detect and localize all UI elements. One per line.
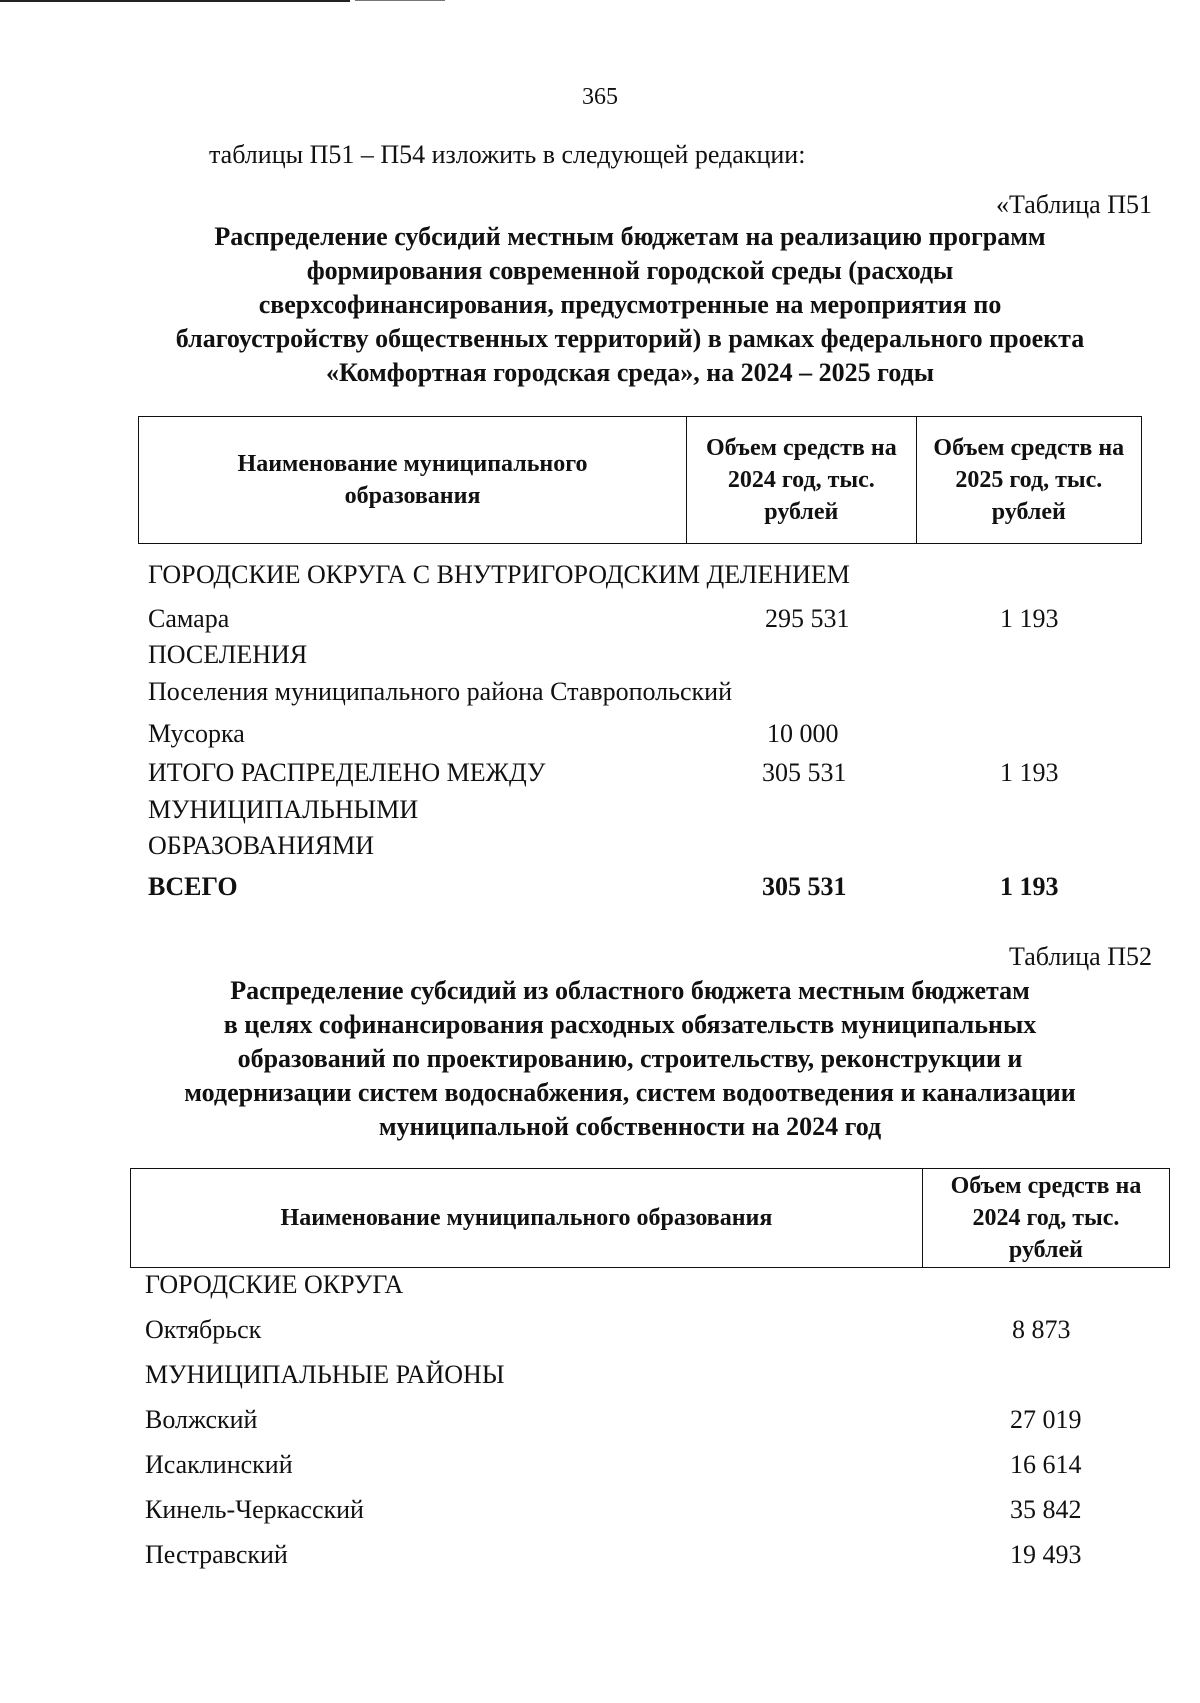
table52-title bbox=[130, 974, 1130, 1144]
table52-row-2024: 8 873 bbox=[1012, 1315, 1071, 1344]
table51-row-2024: 295 531 bbox=[765, 604, 850, 633]
table52-row-name: МУНИЦИПАЛЬНЫЕ РАЙОНЫ bbox=[145, 1360, 505, 1389]
table51-title-line: формирования современной городской среды (расходы bbox=[306, 256, 954, 285]
table52-title-line: в целях софинансирования расходных обязательств муниципальных bbox=[223, 1010, 1037, 1039]
table51-row-2025: 1 193 bbox=[1000, 604, 1059, 633]
table52-title-line: Распределение субсидий из областного бюджета местным бюджетам bbox=[230, 976, 1030, 1005]
table52-row-name: Исаклинский bbox=[145, 1450, 293, 1479]
table52-header bbox=[130, 1168, 1170, 1268]
table51-row-name: Мусорка bbox=[148, 719, 245, 748]
table51-label: «Таблица П51 bbox=[996, 190, 1152, 219]
scan-top-rule bbox=[355, 0, 445, 1]
table51-title-line: «Комфортная городская среда», на 2024 – 2025 годы bbox=[325, 358, 935, 387]
table52-row-2024: 16 614 bbox=[1010, 1450, 1082, 1479]
table52-row-name: Волжский bbox=[145, 1405, 258, 1434]
table51-total-2025: 1 193 bbox=[1000, 872, 1059, 901]
table52-header-2024: Объем средств на 2024 год, тыс. рублей bbox=[922, 1169, 1169, 1268]
table51-row-name: ИТОГО РАСПРЕДЕЛЕНО МЕЖДУ bbox=[148, 758, 546, 787]
table52-title-line: модернизации систем водоснабжения, систем водоотведения и канализации bbox=[184, 1078, 1076, 1107]
table51-row-name: Самара bbox=[148, 604, 230, 633]
page-number: 365 bbox=[582, 84, 618, 110]
table52-row-2024: 35 842 bbox=[1010, 1495, 1082, 1524]
table52-row-2024: 19 493 bbox=[1010, 1540, 1082, 1569]
table51-title-line: сверхсофинансирования, предусмотренные на мероприятия по bbox=[258, 290, 1002, 319]
table51-row-name: ПОСЕЛЕНИЯ bbox=[148, 640, 308, 669]
table52-row-name: Октябрьск bbox=[145, 1315, 262, 1344]
table51-title-line: Распределение субсидий местным бюджетам на реализацию программ bbox=[214, 222, 1046, 251]
table51-row-2024: 10 000 bbox=[767, 719, 839, 748]
table51-header-name: Наименование муниципального образования bbox=[139, 417, 687, 544]
table51-header bbox=[138, 416, 1142, 544]
table52-header-name: Наименование муниципального образования bbox=[131, 1169, 923, 1268]
table52-row-name: Кинель-Черкасский bbox=[145, 1495, 364, 1524]
table51-row-name: ОБРАЗОВАНИЯМИ bbox=[148, 831, 375, 860]
table52-title-line: образований по проектированию, строительству, реконструкции и bbox=[237, 1044, 1023, 1073]
intro-text: таблицы П51 – П54 изложить в следующей редакции: bbox=[209, 140, 806, 169]
table51-row-2025: 1 193 bbox=[1000, 758, 1059, 787]
table52-row-name: Пестравский bbox=[145, 1540, 288, 1569]
table52-row-name: ГОРОДСКИЕ ОКРУГА bbox=[145, 1270, 404, 1299]
table51-row-name: МУНИЦИПАЛЬНЫМИ bbox=[148, 795, 419, 824]
table51-title-line: благоустройству общественных территорий) в рамках федерального проекта bbox=[175, 324, 1085, 353]
table51-total-2024: 305 531 bbox=[762, 872, 847, 901]
table52-title-line: муниципальной собственности на 2024 год bbox=[378, 1112, 882, 1141]
table51-header-2024: Объем средств на 2024 год, тыс. рублей bbox=[687, 417, 917, 544]
table51-row-2024: 305 531 bbox=[762, 758, 847, 787]
table51-total-name: ВСЕГО bbox=[148, 872, 238, 901]
scan-top-rule bbox=[0, 0, 350, 2]
table51-title bbox=[130, 220, 1130, 390]
table52-row-2024: 27 019 bbox=[1010, 1405, 1082, 1434]
table51-row-name: ГОРОДСКИЕ ОКРУГА С ВНУТРИГОРОДСКИМ ДЕЛЕНИЕМ bbox=[148, 560, 850, 589]
table51-row-name: Поселения муниципального района Ставропольский bbox=[148, 677, 732, 706]
table52-label: Таблица П52 bbox=[1009, 942, 1152, 971]
table51-header-2025: Объем средств на 2025 год, тыс. рублей bbox=[916, 417, 1141, 544]
